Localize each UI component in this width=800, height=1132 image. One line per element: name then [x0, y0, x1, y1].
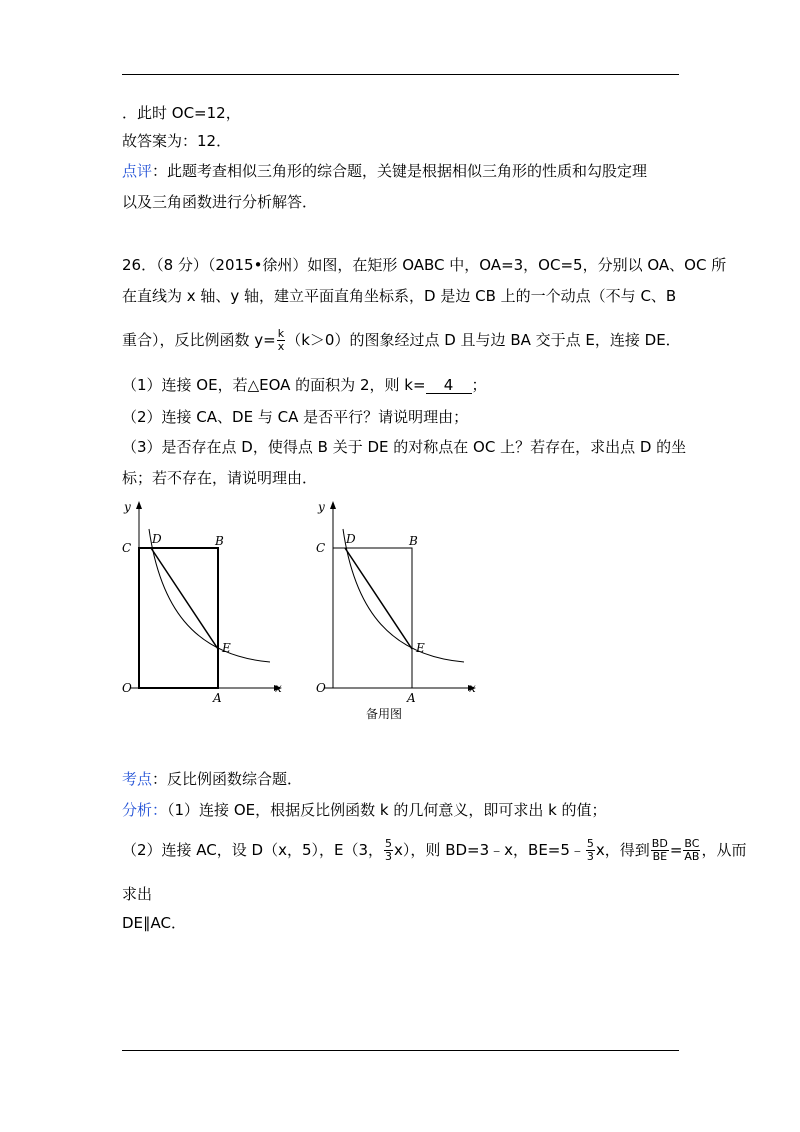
- question-3-cont: 标；若不存在，请说明理由．: [122, 469, 318, 487]
- question-3: （3）是否存在点 D，使得点 B 关于 DE 的对称点在 OC 上？若存在，求出点 D 的坐: [122, 438, 687, 456]
- fraction-5-over-3: [384, 838, 393, 863]
- fraction-k-over-x: [277, 328, 286, 353]
- header-rule: [122, 74, 679, 75]
- label-y: y: [124, 500, 131, 514]
- rectangle-oabc: [333, 548, 412, 688]
- kaodian-label: 考点: [122, 770, 153, 788]
- label-b: B: [215, 534, 224, 548]
- label-o: O: [316, 681, 326, 695]
- segment-de: [345, 548, 412, 649]
- label-b: B: [409, 534, 418, 548]
- footer-rule: [122, 1050, 679, 1051]
- fraction-bd-over-be: [651, 838, 669, 863]
- question-1-answer: 4: [426, 378, 472, 394]
- question-1: [122, 374, 487, 395]
- label-x: x: [469, 681, 476, 695]
- question-2: （2）连接 CA、DE 与 CA 是否平行？请说明理由；: [122, 408, 469, 426]
- fenxi-line: [122, 799, 607, 820]
- analysis-part-2-cont: 求出: [122, 885, 153, 903]
- fraction-numerator: 5: [385, 837, 393, 850]
- kaodian-text: ：反比例函数综合题．: [152, 770, 303, 788]
- fraction-numerator: BD: [651, 837, 668, 850]
- solution-line-2: 故答案为：12．: [122, 132, 232, 150]
- analysis-2-b: x），则 BD=3﹣x，BE=5﹣: [394, 841, 585, 859]
- fraction-5-over-3: [586, 838, 595, 863]
- analysis-2-c: x，得到: [595, 841, 650, 859]
- fraction-numerator: 5: [586, 837, 594, 850]
- analysis-2-d: ，从而: [701, 841, 747, 859]
- fraction-denominator: 3: [586, 850, 594, 863]
- kaodian-line: [122, 768, 302, 789]
- comment-label: 点评: [122, 162, 153, 180]
- label-a: A: [407, 691, 416, 705]
- label-y: y: [318, 500, 325, 514]
- fenxi-text: （1）连接 OE，根据反比例函数 k 的几何意义，即可求出 k 的值；: [167, 801, 607, 819]
- problem-line-1: 26．（8 分）（2015•徐州）如图，在矩形 OABC 中，OA=3，OC=5，分别以 OA、OC 所: [122, 256, 727, 274]
- comment-line: [122, 160, 647, 181]
- label-e: E: [416, 641, 425, 655]
- segment-de: [151, 548, 218, 649]
- analysis-2-a: （2）连接 AC，设 D（x，5），E（3，: [122, 841, 384, 859]
- rectangle-oabc: [139, 548, 218, 688]
- comment-text: ：此题考查相似三角形的综合题，关键是根据相似三角形的性质和勾股定理: [152, 162, 648, 180]
- y-axis-arrow: [136, 501, 142, 509]
- label-c: C: [316, 541, 326, 555]
- label-a: A: [213, 691, 222, 705]
- label-c: C: [122, 541, 132, 555]
- label-d: D: [152, 532, 162, 546]
- fraction-denominator: 3: [385, 850, 393, 863]
- figure-caption: 备用图: [366, 707, 403, 721]
- question-1-text: （1）连接 OE，若△EOA 的面积为 2，则 k=: [122, 376, 426, 394]
- fraction-denominator: AB: [684, 850, 700, 863]
- hyperbola-curve: [343, 529, 464, 662]
- solution-line-1: ．此时 OC=12，: [122, 104, 241, 122]
- problem-line-3: [122, 328, 681, 353]
- fraction-bc-over-ab: [683, 838, 700, 863]
- label-d: D: [346, 532, 356, 546]
- equals-sign: =: [669, 841, 683, 859]
- fraction-numerator: k: [277, 327, 285, 340]
- comment-line-2: 以及三角函数进行分析解答．: [122, 193, 318, 211]
- analysis-part-2: [122, 838, 747, 863]
- label-x: x: [275, 681, 282, 695]
- problem-line-2: 在直线为 x 轴、y 轴，建立平面直角坐标系，D 是边 CB 上的一个动点（不与 C、B: [122, 287, 677, 305]
- fraction-denominator: x: [277, 340, 285, 353]
- fraction-denominator: BE: [652, 850, 668, 863]
- coordinate-figure-backup: [306, 495, 486, 705]
- analysis-part-2-end: DE∥AC．: [122, 914, 186, 932]
- label-e: E: [222, 641, 231, 655]
- fenxi-label: 分析：: [122, 801, 168, 819]
- label-o: O: [122, 681, 132, 695]
- problem-line-3-post: （k＞0）的图象经过点 D 且与边 BA 交于点 E，连接 DE．: [286, 331, 681, 349]
- question-1-end: ；: [471, 376, 487, 394]
- y-axis-arrow: [330, 501, 336, 509]
- coordinate-figure-main: [112, 495, 292, 705]
- problem-line-3-pre: 重合），反比例函数 y=: [122, 331, 276, 349]
- fraction-numerator: BC: [684, 837, 700, 850]
